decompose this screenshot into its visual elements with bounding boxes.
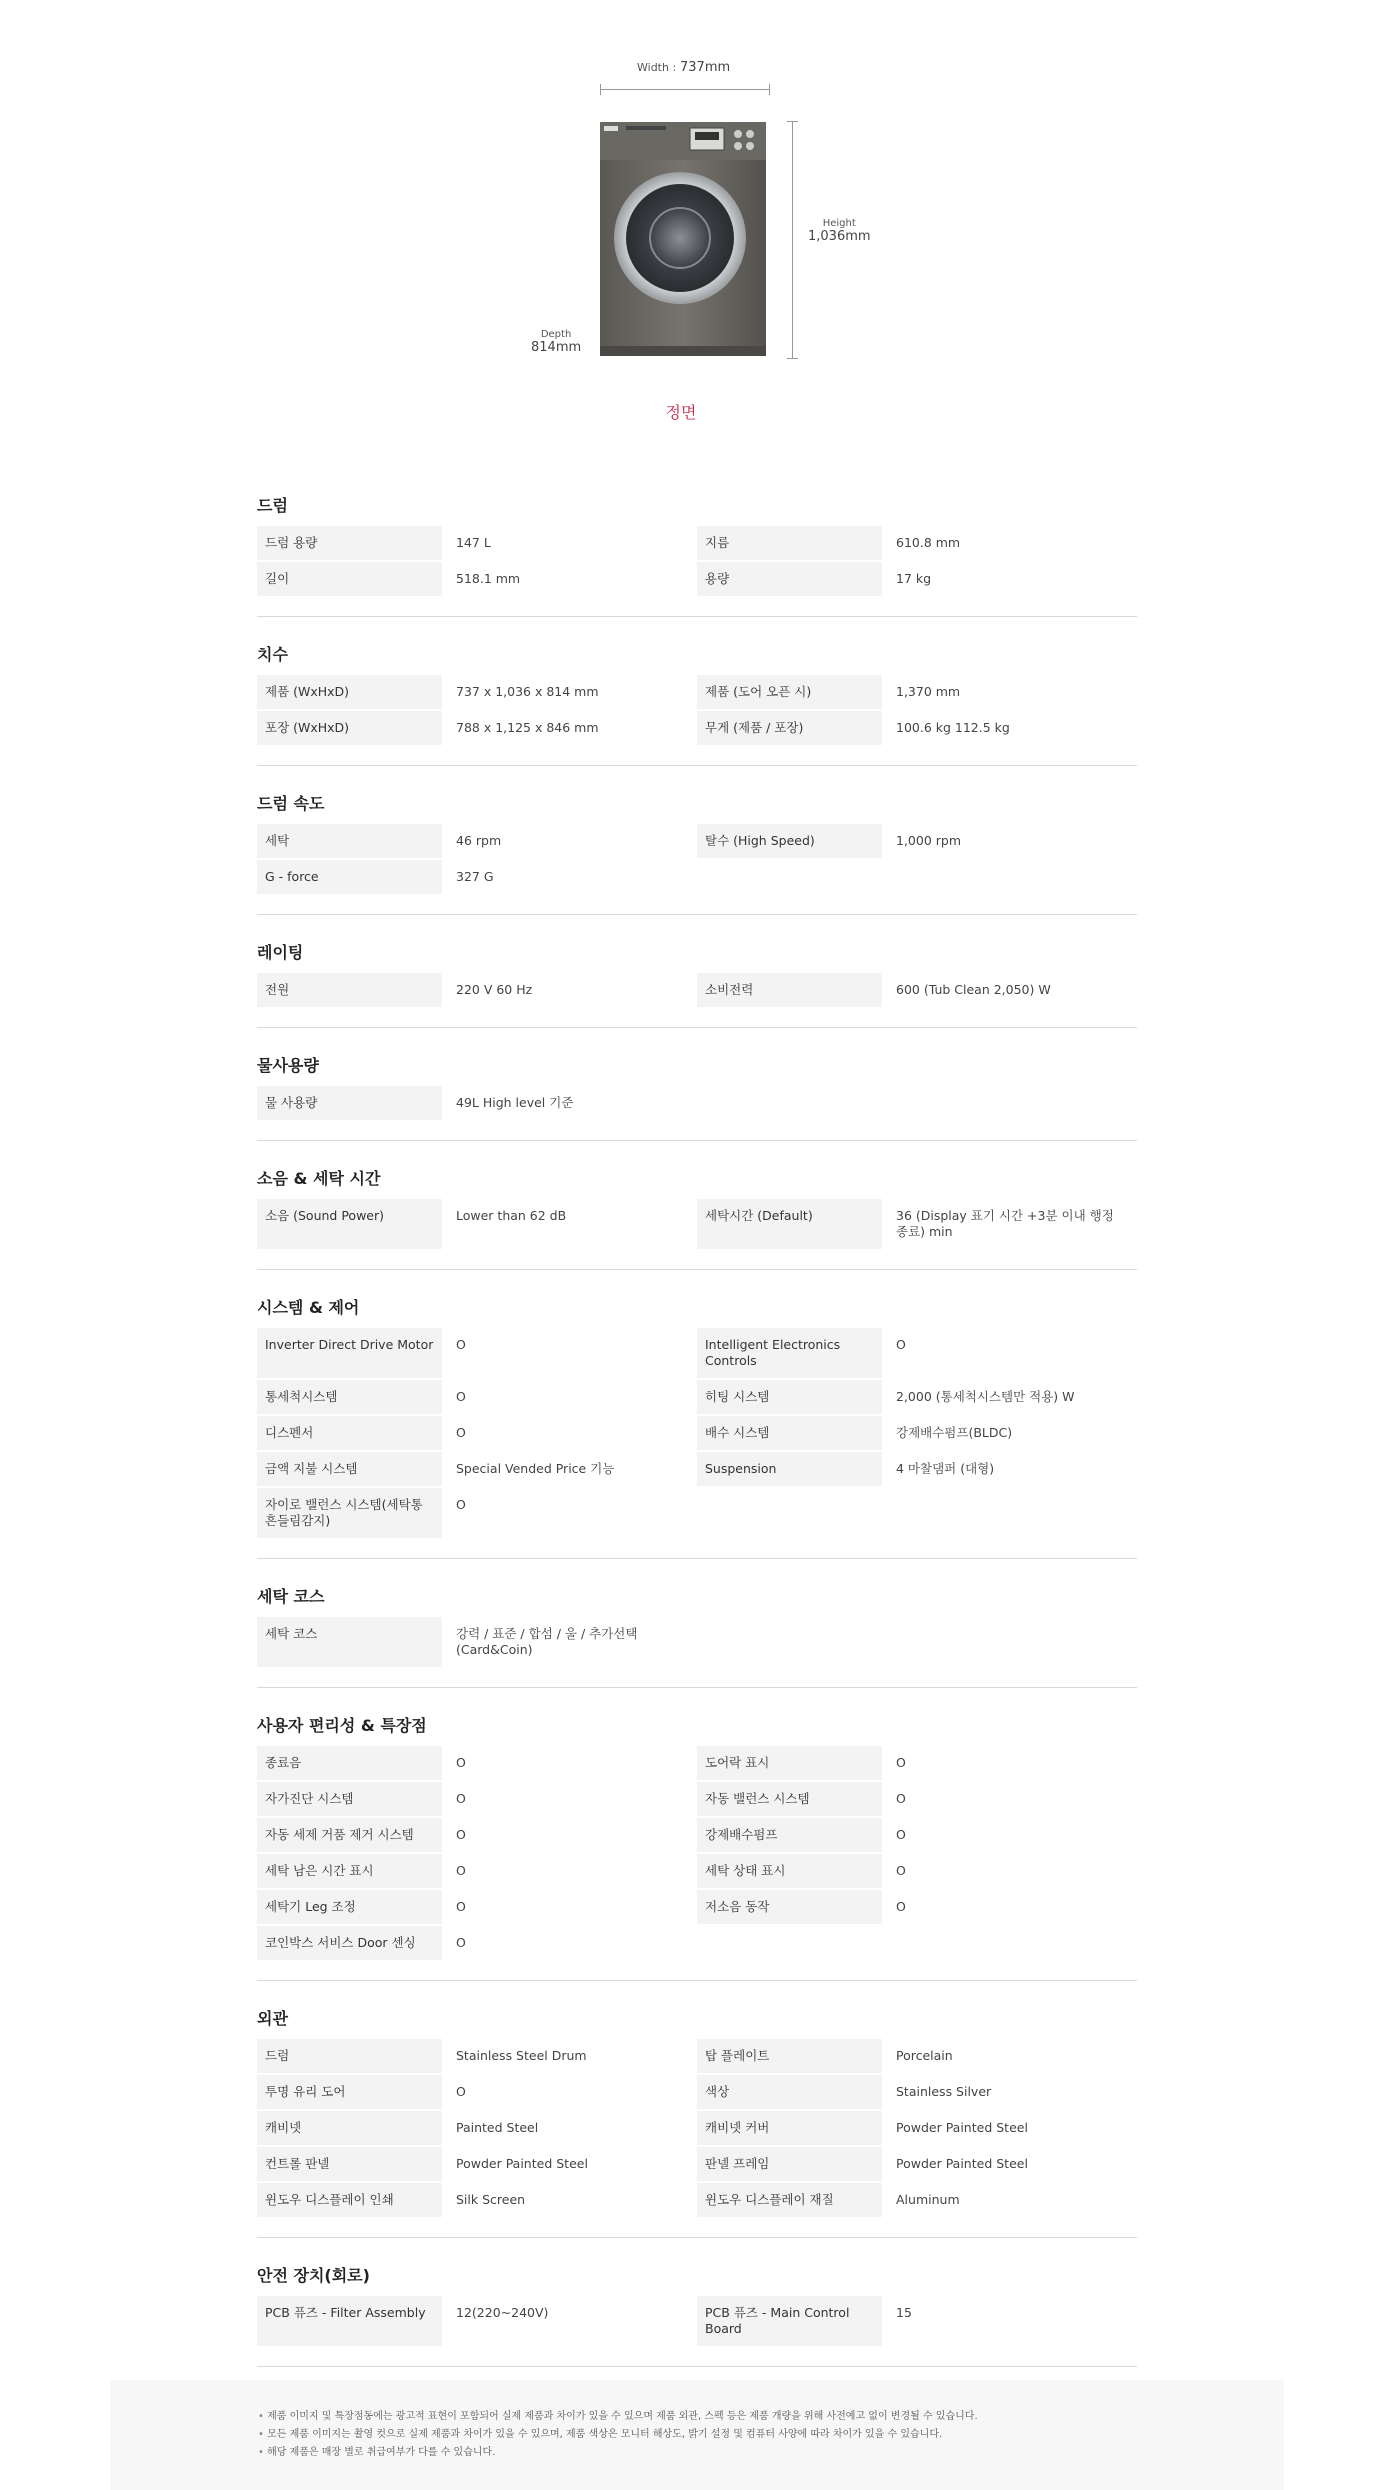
- spec-item: [697, 2039, 1137, 2073]
- spec-label: 자동 밸런스 시스템: [697, 1782, 882, 1816]
- spec-label: 종료음: [257, 1746, 442, 1780]
- spec-value: Stainless Silver: [896, 2084, 992, 2099]
- spec-value: O: [456, 1497, 466, 1512]
- spec-label: 윈도우 디스플레이 인쇄: [257, 2183, 442, 2217]
- spec-item: [257, 711, 697, 745]
- spec-section-title: 물사용량: [257, 1056, 319, 1075]
- spec-item: [257, 1854, 697, 1888]
- spec-label: Intelligent Electronics Controls: [697, 1328, 882, 1378]
- spec-section-title: 시스템 & 제어: [257, 1298, 360, 1317]
- spec-label: 세탁 코스: [257, 1617, 442, 1667]
- spec-value: O: [456, 1827, 466, 1842]
- spec-value: 17 kg: [896, 571, 932, 586]
- spec-value: O: [456, 1935, 466, 1950]
- disclaimer-list: [110, 2380, 1284, 2462]
- spec-item: [257, 2111, 697, 2145]
- spec-item: [697, 2183, 1137, 2217]
- spec-sections: [257, 480, 1137, 2367]
- spec-label: 세탁 남은 시간 표시: [257, 1854, 442, 1888]
- spec-item: [697, 2296, 1137, 2346]
- spec-value: 49L High level 기준: [456, 1095, 574, 1110]
- spec-value: 220 V 60 Hz: [456, 982, 533, 997]
- spec-grid: [257, 973, 1137, 1007]
- spec-value: O: [896, 1827, 906, 1842]
- spec-item: [257, 1890, 697, 1924]
- width-dimension-line: [600, 89, 770, 90]
- spec-grid: [257, 526, 1137, 596]
- spec-value: 1,000 rpm: [896, 833, 962, 848]
- spec-value: Painted Steel: [456, 2120, 539, 2135]
- spec-section-title: 사용자 편리성 & 특장점: [257, 1716, 427, 1735]
- product-dimension-figure: [0, 0, 1400, 440]
- spec-item: [697, 1890, 1137, 1924]
- spec-item: [697, 2111, 1137, 2145]
- spec-value: Stainless Steel Drum: [456, 2048, 587, 2063]
- spec-value: Powder Painted Steel: [896, 2120, 1028, 2135]
- depth-label: Depth: [540, 329, 572, 340]
- spec-value: O: [456, 1389, 466, 1404]
- spec-item: [257, 1617, 697, 1667]
- spec-label: 무게 (제품 / 포장): [697, 711, 882, 745]
- spec-label: 포장 (WxHxD): [257, 711, 442, 745]
- washer-product-image: [598, 120, 768, 360]
- spec-label: 전원: [257, 973, 442, 1007]
- spec-item: [257, 2183, 697, 2217]
- spec-section: [257, 766, 1137, 915]
- spec-value: 4 마찰댐퍼 (대형): [896, 1461, 995, 1476]
- spec-label: PCB 퓨즈 - Filter Assembly: [257, 2296, 442, 2346]
- spec-item: [697, 1854, 1137, 1888]
- spec-label: 용량: [697, 562, 882, 596]
- spec-grid: [257, 824, 1137, 894]
- spec-value: 327 G: [456, 869, 494, 884]
- spec-item: [697, 562, 1137, 596]
- spec-item: [257, 1328, 697, 1378]
- disclaimer-note: • 제품 이미지 및 특장점동에는 광고적 표현이 포함되어 실제 제품과 차이가 있을 수 있으며 제품 외관, 스펙 등은 제품 개량을 위해 사전예고 없이 변경될 수 있습니다.: [258, 2408, 1284, 2426]
- spec-label: 저소음 동작: [697, 1890, 882, 1924]
- spec-item: [697, 2075, 1137, 2109]
- spec-label: 자가진단 시스템: [257, 1782, 442, 1816]
- spec-label: 지름: [697, 526, 882, 560]
- spec-value: O: [456, 1899, 466, 1914]
- height-value: 1,036mm: [808, 229, 871, 244]
- spec-grid: [257, 1328, 1137, 1538]
- front-view-caption: 정면: [665, 403, 697, 422]
- spec-value: 15: [896, 2305, 912, 2320]
- spec-grid: [257, 2039, 1137, 2217]
- spec-section-title: 안전 장치(회로): [257, 2266, 370, 2285]
- spec-grid: [257, 1199, 1137, 1249]
- spec-item: [257, 562, 697, 596]
- spec-section: [257, 480, 1137, 617]
- spec-section: [257, 1981, 1137, 2238]
- spec-item: [257, 1452, 697, 1486]
- spec-item: [257, 1086, 697, 1120]
- spec-item: [257, 2039, 697, 2073]
- width-dimension: [637, 60, 730, 75]
- height-label: Height: [822, 218, 856, 229]
- spec-value: O: [456, 1755, 466, 1770]
- spec-value: 2,000 (통세척시스템만 적용) W: [896, 1389, 1075, 1404]
- spec-label: 세탁기 Leg 조정: [257, 1890, 442, 1924]
- spec-value: O: [896, 1863, 906, 1878]
- spec-section: [257, 1141, 1137, 1270]
- spec-item: [697, 675, 1137, 709]
- spec-label: 세탁시간 (Default): [697, 1199, 882, 1249]
- spec-label: 강제배수펌프: [697, 1818, 882, 1852]
- spec-item: [257, 1199, 697, 1249]
- spec-item: [697, 824, 1137, 858]
- spec-value: O: [456, 1863, 466, 1878]
- spec-label: 통세척시스템: [257, 1380, 442, 1414]
- spec-item: [257, 1782, 697, 1816]
- spec-value: 46 rpm: [456, 833, 502, 848]
- spec-value: O: [456, 2084, 466, 2099]
- spec-item: [257, 2296, 697, 2346]
- depth-value: 814mm: [531, 340, 582, 355]
- spec-item: [257, 1818, 697, 1852]
- spec-section: [257, 915, 1137, 1028]
- spec-label: 세탁: [257, 824, 442, 858]
- spec-label: 캐비넷 커버: [697, 2111, 882, 2145]
- spec-label: 자동 세제 거품 제거 시스템: [257, 1818, 442, 1852]
- spec-item: [697, 1782, 1137, 1816]
- spec-label: 도어락 표시: [697, 1746, 882, 1780]
- spec-label: 컨트롤 판넬: [257, 2147, 442, 2181]
- spec-label: 소음 (Sound Power): [257, 1199, 442, 1249]
- spec-label: 탑 플레이트: [697, 2039, 882, 2073]
- spec-label: 금액 지불 시스템: [257, 1452, 442, 1486]
- spec-value: Powder Painted Steel: [456, 2156, 588, 2171]
- spec-item: [257, 824, 697, 858]
- spec-value: O: [456, 1791, 466, 1806]
- spec-item: [257, 2075, 697, 2109]
- spec-item: [257, 1380, 697, 1414]
- width-value: 737mm: [680, 60, 731, 75]
- spec-item: [697, 711, 1137, 745]
- spec-label: Suspension: [697, 1452, 882, 1486]
- height-dimension: [808, 218, 871, 244]
- spec-value: Powder Painted Steel: [896, 2156, 1028, 2171]
- spec-label: 투명 유리 도어: [257, 2075, 442, 2109]
- spec-label: Inverter Direct Drive Motor: [257, 1328, 442, 1378]
- spec-label: 히팅 시스템: [697, 1380, 882, 1414]
- spec-value: O: [896, 1791, 906, 1806]
- spec-value: 737 x 1,036 x 814 mm: [456, 684, 599, 699]
- spec-label: 색상: [697, 2075, 882, 2109]
- spec-value: Silk Screen: [456, 2192, 526, 2207]
- spec-section-title: 드럼: [257, 496, 288, 515]
- spec-label: 코인박스 서비스 Door 센싱: [257, 1926, 442, 1960]
- spec-grid: [257, 1086, 1137, 1120]
- spec-grid: [257, 675, 1137, 745]
- spec-value: 12(220~240V): [456, 2305, 549, 2320]
- spec-section: [257, 1270, 1137, 1559]
- spec-value: O: [456, 1425, 466, 1440]
- spec-item: [697, 973, 1137, 1007]
- spec-item: [257, 675, 697, 709]
- spec-label: G - force: [257, 860, 442, 894]
- spec-value: O: [896, 1899, 906, 1914]
- spec-item: [697, 1416, 1137, 1450]
- spec-item: [257, 1416, 697, 1450]
- spec-label: 세탁 상태 표시: [697, 1854, 882, 1888]
- spec-label: 제품 (도어 오픈 시): [697, 675, 882, 709]
- spec-item: [697, 526, 1137, 560]
- spec-label: 물 사용량: [257, 1086, 442, 1120]
- spec-section: [257, 1028, 1137, 1141]
- spec-item: [257, 1926, 697, 1960]
- spec-label: 디스펜서: [257, 1416, 442, 1450]
- spec-item: [257, 973, 697, 1007]
- spec-item: [697, 1452, 1137, 1486]
- spec-label: 제품 (WxHxD): [257, 675, 442, 709]
- spec-grid: [257, 1617, 1137, 1667]
- spec-value: 147 L: [456, 535, 491, 550]
- spec-item: [697, 2147, 1137, 2181]
- disclaimer-box: [110, 2380, 1284, 2490]
- spec-value: Lower than 62 dB: [456, 1208, 567, 1223]
- spec-item: [697, 1746, 1137, 1780]
- spec-label: 캐비넷: [257, 2111, 442, 2145]
- spec-section-title: 소음 & 세탁 시간: [257, 1169, 381, 1188]
- width-label: Width :: [637, 61, 677, 74]
- spec-label: 판넬 프레임: [697, 2147, 882, 2181]
- spec-section: [257, 617, 1137, 766]
- spec-section-title: 치수: [257, 645, 288, 664]
- spec-item: [257, 1746, 697, 1780]
- spec-grid: [257, 2296, 1137, 2346]
- spec-section: [257, 2238, 1137, 2367]
- spec-item: [697, 1328, 1137, 1378]
- spec-value: 600 (Tub Clean 2,050) W: [896, 982, 1051, 997]
- spec-value: O: [896, 1337, 906, 1352]
- spec-value: O: [896, 1755, 906, 1770]
- spec-value: 강력 / 표준 / 합섬 / 울 / 추가선택 (Card&Coin): [456, 1626, 638, 1657]
- spec-value: Special Vended Price 기능: [456, 1461, 615, 1476]
- spec-item: [697, 1380, 1137, 1414]
- spec-value: 518.1 mm: [456, 571, 521, 586]
- spec-value: Aluminum: [896, 2192, 960, 2207]
- spec-label: 소비전력: [697, 973, 882, 1007]
- spec-label: 탈수 (High Speed): [697, 824, 882, 858]
- spec-value: 788 x 1,125 x 846 mm: [456, 720, 599, 735]
- spec-label: 드럼 용량: [257, 526, 442, 560]
- spec-section-title: 레이팅: [257, 943, 304, 962]
- spec-item: [257, 860, 697, 894]
- spec-label: PCB 퓨즈 - Main Control Board: [697, 2296, 882, 2346]
- spec-item: [697, 1199, 1137, 1249]
- spec-item: [257, 526, 697, 560]
- spec-value: 36 (Display 표기 시간 +3분 이내 행정 종료) min: [896, 1208, 1114, 1239]
- spec-label: 윈도우 디스플레이 재질: [697, 2183, 882, 2217]
- spec-label: 드럼: [257, 2039, 442, 2073]
- spec-section-title: 세탁 코스: [257, 1587, 325, 1606]
- disclaimer-note: • 해당 제품은 매장 별로 취급여부가 다를 수 있습니다.: [258, 2444, 1284, 2462]
- spec-value: Porcelain: [896, 2048, 953, 2063]
- spec-label: 길이: [257, 562, 442, 596]
- spec-section: [257, 1559, 1137, 1688]
- height-dimension-line: [792, 121, 793, 359]
- spec-item: [257, 1488, 697, 1538]
- disclaimer-note: • 모든 제품 이미지는 촬영 컷으로 실제 제품과 차이가 있을 수 있으며, 제품 색상은 모니터 해상도, 밝기 설정 및 컴퓨터 사양에 따라 차이가 있을 수 있습니다.: [258, 2426, 1284, 2444]
- spec-label: 배수 시스템: [697, 1416, 882, 1450]
- spec-section: [257, 1688, 1137, 1981]
- spec-value: 100.6 kg 112.5 kg: [896, 720, 1010, 735]
- spec-value: 610.8 mm: [896, 535, 961, 550]
- spec-item: [257, 2147, 697, 2181]
- spec-value: O: [456, 1337, 466, 1352]
- spec-label: 자이로 밸런스 시스템(세탁통 흔들림감지): [257, 1488, 442, 1538]
- spec-value: 1,370 mm: [896, 684, 961, 699]
- spec-section-title: 외관: [257, 2009, 288, 2028]
- spec-grid: [257, 1746, 1137, 1960]
- spec-section-title: 드럼 속도: [257, 794, 325, 813]
- depth-dimension: [531, 329, 581, 355]
- spec-item: [697, 1818, 1137, 1852]
- spec-value: 강제배수펌프(BLDC): [896, 1425, 1013, 1440]
